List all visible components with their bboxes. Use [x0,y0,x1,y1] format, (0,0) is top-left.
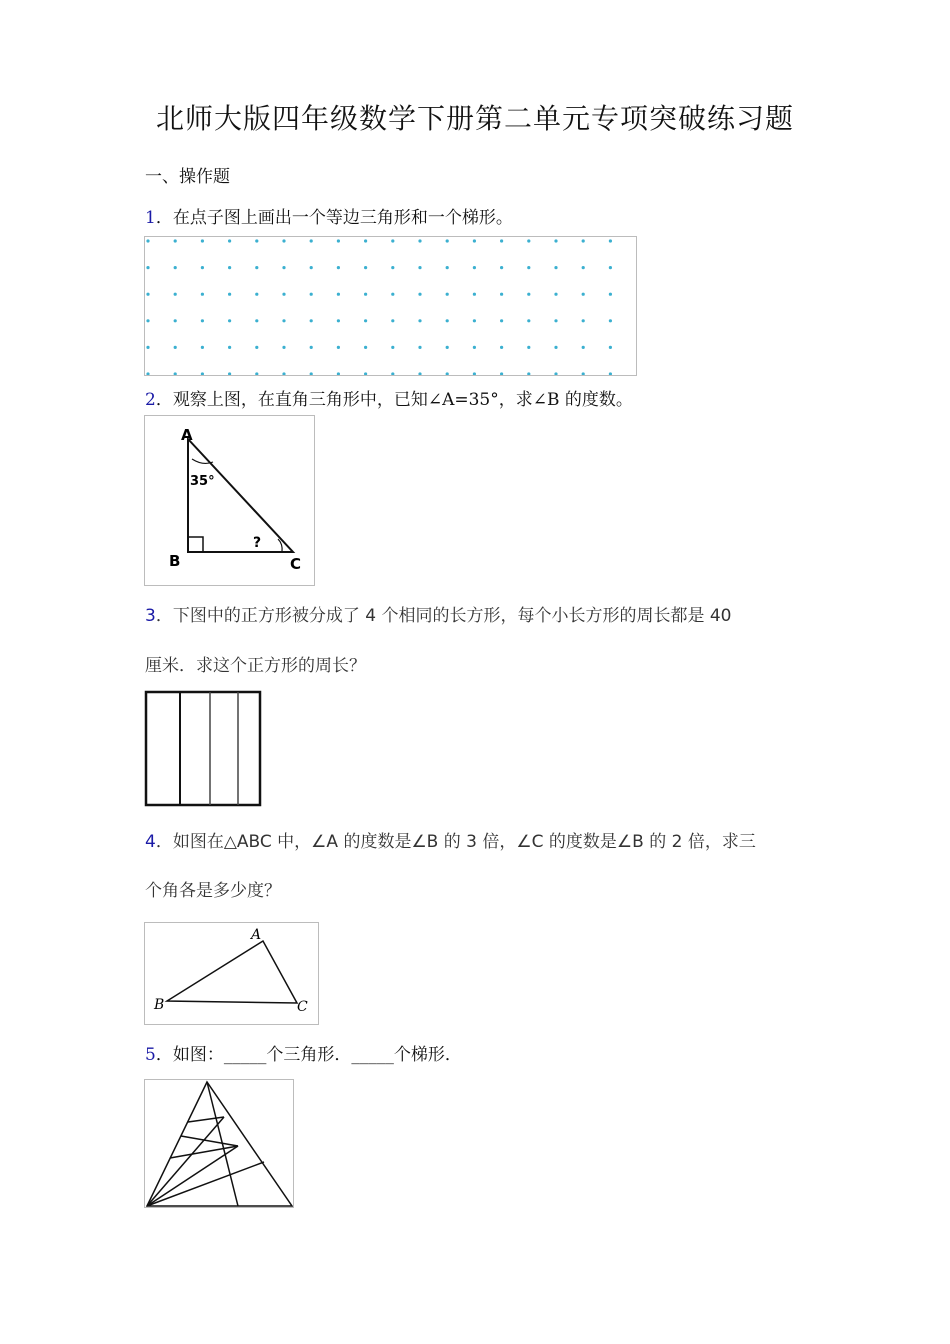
grid-dot [582,372,585,375]
grid-dot [500,293,503,296]
grid-dot [446,319,449,322]
grid-dot [364,266,367,269]
grid-dot [609,319,612,322]
vertex-label-b: B [154,997,165,1013]
question-2 [145,385,633,410]
unknown-angle-label: ? [253,535,262,551]
grid-dot [527,293,530,296]
grid-dot [310,293,313,296]
grid-dot [310,239,313,242]
grid-dot [446,239,449,242]
grid-dot [255,346,258,349]
fan-triangle-figure [144,1079,294,1208]
divided-square-diagram [144,690,262,807]
grid-dot [500,266,503,269]
grid-dot [500,239,503,242]
grid-dot [310,266,313,269]
grid-dot [310,372,313,375]
grid-dot [146,266,149,269]
grid-dot [255,293,258,296]
grid-dot [255,239,258,242]
grid-dot [418,346,421,349]
grid-dot [337,372,340,375]
section-heading: 一、操作题 [145,167,230,187]
grid-dot [146,293,149,296]
grid-dot [582,293,585,296]
grid-dot [473,266,476,269]
grid-dot [146,239,149,242]
grid-dot [337,346,340,349]
vertex-label-c: C [297,999,308,1015]
dot-grid [145,237,636,375]
question-number: 1 [145,208,156,228]
dot-grid-figure [144,236,637,376]
grid-dot [446,266,449,269]
grid-dot [282,319,285,322]
grid-dot [228,319,231,322]
question-text: ．如图：_____个三角形．_____个梯形． [155,1045,462,1065]
grid-dot [554,346,557,349]
grid-dot [228,239,231,242]
grid-dot [201,266,204,269]
grid-dot [473,346,476,349]
grid-dot [391,346,394,349]
grid-dot [391,239,394,242]
grid-dot [609,293,612,296]
grid-dot [174,239,177,242]
grid-dot [228,293,231,296]
right-triangle-figure [144,415,315,586]
grid-dot [391,319,394,322]
question-number: 2 [145,390,156,410]
grid-dot [609,266,612,269]
grid-dot [201,239,204,242]
grid-dot [364,319,367,322]
grid-dot [391,293,394,296]
fan-triangle-diagram [145,1080,293,1207]
grid-dot [527,266,530,269]
question-number: 5 [145,1045,156,1065]
question-number: 3 [145,606,156,626]
grid-dot [554,372,557,375]
grid-dot [609,372,612,375]
grid-dot [582,319,585,322]
vertex-label-a: A [181,426,193,444]
grid-dot [228,372,231,375]
vertex-label-a: A [251,927,262,943]
angle-label: 35° [190,474,215,489]
grid-dot [500,346,503,349]
grid-dot [418,319,421,322]
grid-dot [201,372,204,375]
grid-dot [201,346,204,349]
grid-dot [174,293,177,296]
question-1 [145,203,513,228]
grid-dot [282,293,285,296]
question-number: 4 [145,832,156,852]
grid-dot [418,266,421,269]
triangle-abc-figure [144,922,319,1025]
question-4-line-1 [145,827,756,852]
grid-dot [364,239,367,242]
question-text: ．观察上图，在直角三角形中，已知∠A=35°，求∠B 的度数。 [155,390,633,410]
grid-dot [391,266,394,269]
grid-dot [337,239,340,242]
page-title: 北师大版四年级数学下册第二单元专项突破练习题 [155,102,794,135]
grid-dot [391,372,394,375]
question-3-line-2: 厘米．求这个正方形的周长？ [145,656,366,676]
question-5 [145,1040,462,1065]
question-text: ．如图在△ABC 中，∠A 的度数是∠B 的 3 倍，∠C 的度数是∠B 的 2 倍，求三 [155,832,756,852]
question-3-line-1 [145,601,732,626]
grid-dot [609,346,612,349]
divided-square-figure [144,690,262,807]
grid-dot [364,372,367,375]
grid-dot [446,372,449,375]
grid-dot [418,239,421,242]
grid-dot [255,319,258,322]
vertex-label-c: C [290,555,302,573]
grid-dot [473,239,476,242]
grid-dot [282,239,285,242]
grid-dot [418,372,421,375]
grid-dot [201,293,204,296]
grid-dot [500,319,503,322]
triangle-abc-diagram [145,923,318,1024]
grid-dot [554,293,557,296]
question-text: ．在点子图上画出一个等边三角形和一个梯形。 [155,208,513,228]
grid-dot [609,239,612,242]
vertex-label-b: B [169,552,181,570]
grid-dot [446,346,449,349]
grid-dot [255,266,258,269]
grid-dot [582,239,585,242]
grid-dot [337,266,340,269]
grid-dot [146,372,149,375]
grid-dot [228,266,231,269]
grid-dot [174,319,177,322]
grid-dot [473,319,476,322]
grid-dot [364,293,367,296]
grid-dot [473,293,476,296]
grid-dot [582,266,585,269]
grid-dot [554,239,557,242]
grid-dot [282,266,285,269]
grid-dot [527,372,530,375]
grid-dot [527,239,530,242]
grid-dot [554,266,557,269]
grid-dot [337,319,340,322]
grid-dot [174,372,177,375]
question-4-line-2: 个角各是多少度？ [145,881,281,901]
grid-dot [527,319,530,322]
grid-dot [228,346,231,349]
grid-dot [364,346,367,349]
grid-dot [473,372,476,375]
grid-dot [527,346,530,349]
grid-dot [146,346,149,349]
grid-dot [282,346,285,349]
grid-dot [418,293,421,296]
grid-dot [310,346,313,349]
right-triangle-diagram [145,416,314,585]
grid-dot [282,372,285,375]
grid-dot [174,346,177,349]
grid-dot [174,266,177,269]
grid-dot [554,319,557,322]
grid-dot [446,293,449,296]
grid-dot [146,319,149,322]
grid-dot [201,319,204,322]
grid-dot [337,293,340,296]
grid-dot [310,319,313,322]
grid-dot [255,372,258,375]
grid-dot [582,346,585,349]
question-text: ．下图中的正方形被分成了 4 个相同的长方形，每个小长方形的周长都是 40 [155,606,732,626]
grid-dot [500,372,503,375]
